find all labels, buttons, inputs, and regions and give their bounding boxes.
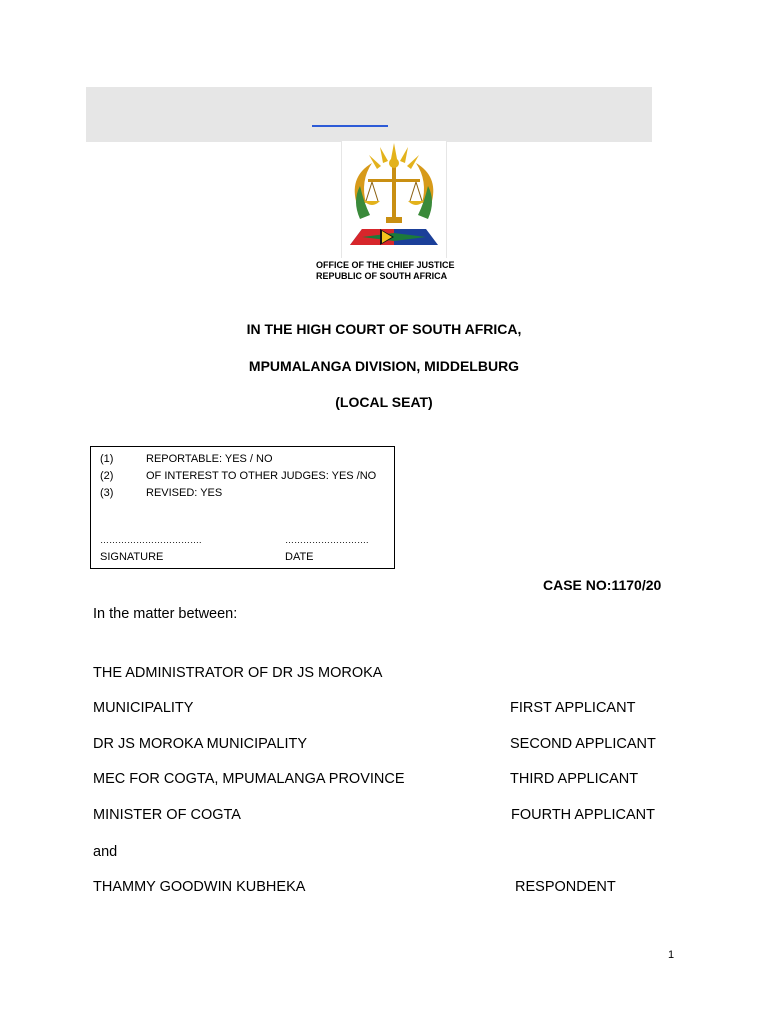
header-link[interactable] bbox=[312, 125, 388, 127]
first-applicant-role: FIRST APPLICANT bbox=[510, 700, 636, 716]
respondent-name: THAMMY GOODWIN KUBHEKA bbox=[93, 879, 306, 895]
notice-item-number: (1) bbox=[100, 453, 114, 465]
fourth-applicant-name: MINISTER OF COGTA bbox=[93, 807, 241, 823]
notice-item-number: (3) bbox=[100, 487, 114, 499]
notice-item-text: OF INTEREST TO OTHER JUDGES: YES /NO bbox=[146, 470, 377, 482]
third-applicant-name: MEC FOR COGTA, MPUMALANGA PROVINCE bbox=[93, 771, 405, 787]
fourth-applicant-role: FOURTH APPLICANT bbox=[511, 807, 655, 823]
coat-of-arms-icon bbox=[342, 141, 446, 258]
logo-caption bbox=[316, 260, 455, 282]
notice-item-text: REVISED: YES bbox=[146, 487, 223, 499]
coat-of-arms-logo bbox=[341, 141, 447, 258]
matter-intro: In the matter between: bbox=[93, 606, 238, 622]
signature-label: SIGNATURE bbox=[100, 551, 164, 563]
signature-dots: ……………………………. bbox=[100, 535, 202, 545]
case-number: CASE NO:1170/20 bbox=[543, 577, 662, 593]
notice-item-text: REPORTABLE: YES / NO bbox=[146, 453, 273, 465]
logo-caption-line1: OFFICE OF THE CHIEF JUSTICE bbox=[316, 260, 455, 270]
date-label: DATE bbox=[285, 551, 314, 563]
reportable-notice-box bbox=[90, 446, 395, 569]
logo-caption-line2: REPUBLIC OF SOUTH AFRICA bbox=[316, 271, 448, 281]
first-applicant-name-line2: MUNICIPALITY bbox=[93, 700, 194, 716]
court-title: IN THE HIGH COURT OF SOUTH AFRICA, bbox=[246, 321, 522, 337]
first-applicant-name-line1: THE ADMINISTRATOR OF DR JS MOROKA bbox=[93, 665, 383, 681]
court-seat: (LOCAL SEAT) bbox=[335, 394, 433, 410]
header-band bbox=[86, 87, 652, 142]
second-applicant-role: SECOND APPLICANT bbox=[510, 736, 656, 752]
second-applicant-name: DR JS MOROKA MUNICIPALITY bbox=[93, 736, 308, 752]
page-number: 1 bbox=[668, 949, 675, 961]
date-dots: ………………………. bbox=[285, 535, 369, 545]
third-applicant-role: THIRD APPLICANT bbox=[510, 771, 639, 787]
respondent-role: RESPONDENT bbox=[515, 879, 616, 895]
court-division: MPUMALANGA DIVISION, MIDDELBURG bbox=[248, 358, 520, 374]
notice-item-number: (2) bbox=[100, 470, 114, 482]
and-separator: and bbox=[93, 844, 118, 860]
